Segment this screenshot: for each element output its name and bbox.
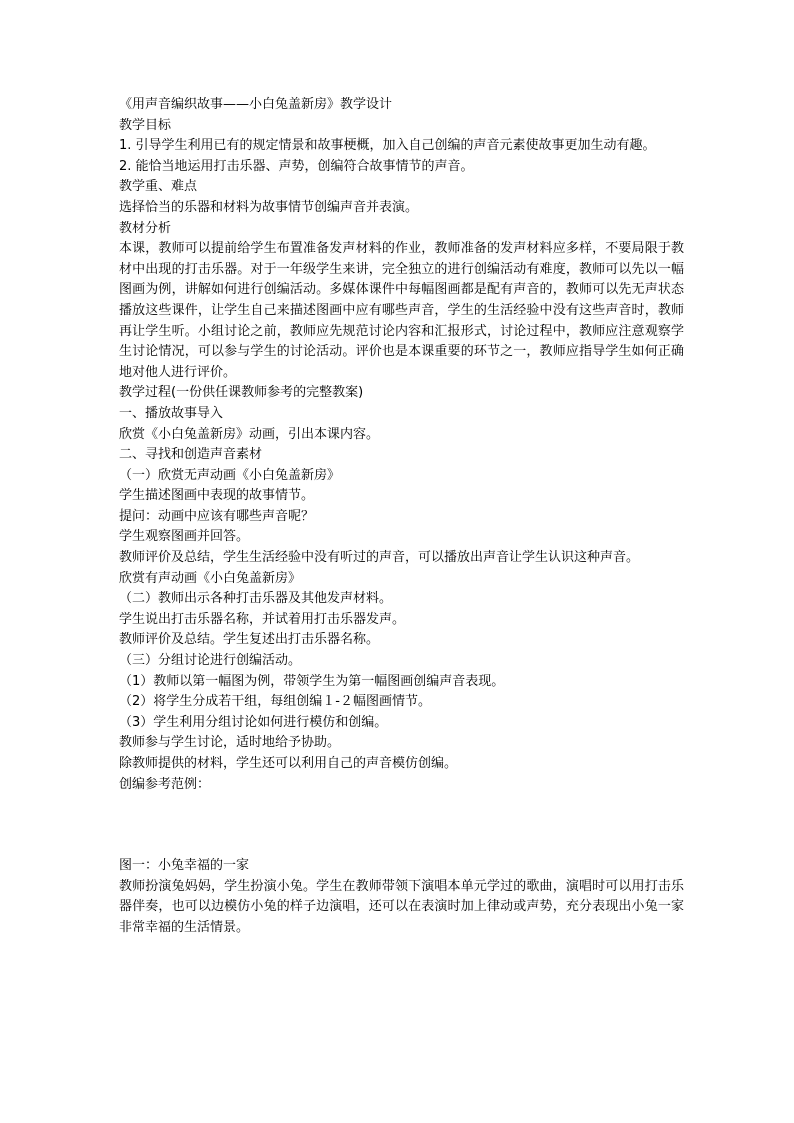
process-line: （2）将学生分成若干组，每组创编１-２幅图画情节。 [119,694,431,710]
process-line: （3）学生利用分组讨论如何进行模仿和创编。 [119,714,388,730]
goal-item-2: 2. 能恰当地运用打击乐器、声势，创编符合故事情节的声音。 [119,158,474,174]
process-line: 欣赏《小白兔盖新房》动画，引出本课内容。 [119,426,380,442]
process-line: 学生描述图画中表现的故事情节。 [119,488,315,504]
process-line: （一）欣赏无声动画《小白兔盖新房》 [119,467,341,483]
process-line: （三）分组讨论进行创编活动。 [119,653,302,669]
process-line: 欣赏有声动画《小白兔盖新房》 [119,570,302,586]
process-line: 教师参与学生讨论，适时地给予协助。 [119,735,341,751]
goals-heading: 教学目标 [119,117,172,133]
process-line: 除教师提供的材料，学生还可以利用自己的声音模仿创编。 [119,756,458,771]
process-line: 一、播放故事导入 [119,405,224,421]
process-line: 学生观察图画并回答。 [119,529,250,545]
process-line: 学生说出打击乐器名称，并试着用打击乐器发声。 [119,611,406,627]
key-points-heading: 教学重、难点 [119,179,198,195]
document-title: 《用声音编织故事——小白兔盖新房》教学设计 [119,97,393,112]
process-line: 二、寻找和创造声音素材 [119,447,263,463]
process-line: 提问：动画中应该有哪些声音呢？ [119,508,315,524]
process-line: 创编参考范例： [119,776,211,792]
process-line: 教师评价及总结，学生生活经验中没有听过的声音，可以播放出声音让学生认识这种声音。 [119,550,640,566]
figure1-heading: 图一：小兔幸福的一家 [119,858,250,874]
analysis-heading: 教材分析 [119,220,172,236]
goal-item-1: 1. 引导学生利用已有的规定情景和故事梗概，加入自己创编的声音元素使故事更加生动有趣。 [119,138,656,154]
process-heading: 教学过程(一份供任课教师参考的完整教案) [119,385,364,401]
process-line: （二）教师出示各种打击乐器及其他发声材料。 [119,591,393,607]
blank-space [119,795,684,856]
analysis-text: 本课，教师可以提前给学生布置准备发声材料的作业，教师准备的发声材料应多样，不要局限于教材中出现的打击乐器。对于一年级学生来讲，完全独立的进行创编活动有难度，教师可以先以一幅图画为例，讲解如何进行创编活动。多媒体课件中每幅图画都是配有声音的，教师可以先无声状态播放这些课件，让学生自己来描述图画中应有哪些声音，学生的生活经验中没有这些声音时，教师再让学生听。小组讨论之前，教师应先规范讨论内容和汇报形式，讨论过程中，教师应注意观察学生讨论情况，可以参与学生的讨论活动。评价也是本课重要的环节之一，教师应指导学生如何正确地对他人进行评价。 [119,241,684,380]
process-line: 教师评价及总结。学生复述出打击乐器名称。 [119,632,380,648]
document-page [119,95,684,939]
key-points-text: 选择恰当的乐器和材料为故事情节创编声音并表演。 [119,199,419,215]
figure1-text: 教师扮演兔妈妈，学生扮演小兔。学生在教师带领下演唱本单元学过的歌曲，演唱时可以用打击乐器伴奏，也可以边模仿小兔的样子边演唱，还可以在表演时加上律动或声势，充分表现出小兔一家非常幸福的生活情景。 [119,878,684,935]
process-line: （1）教师以第一幅图为例，带领学生为第一幅图画创编声音表现。 [119,673,505,689]
